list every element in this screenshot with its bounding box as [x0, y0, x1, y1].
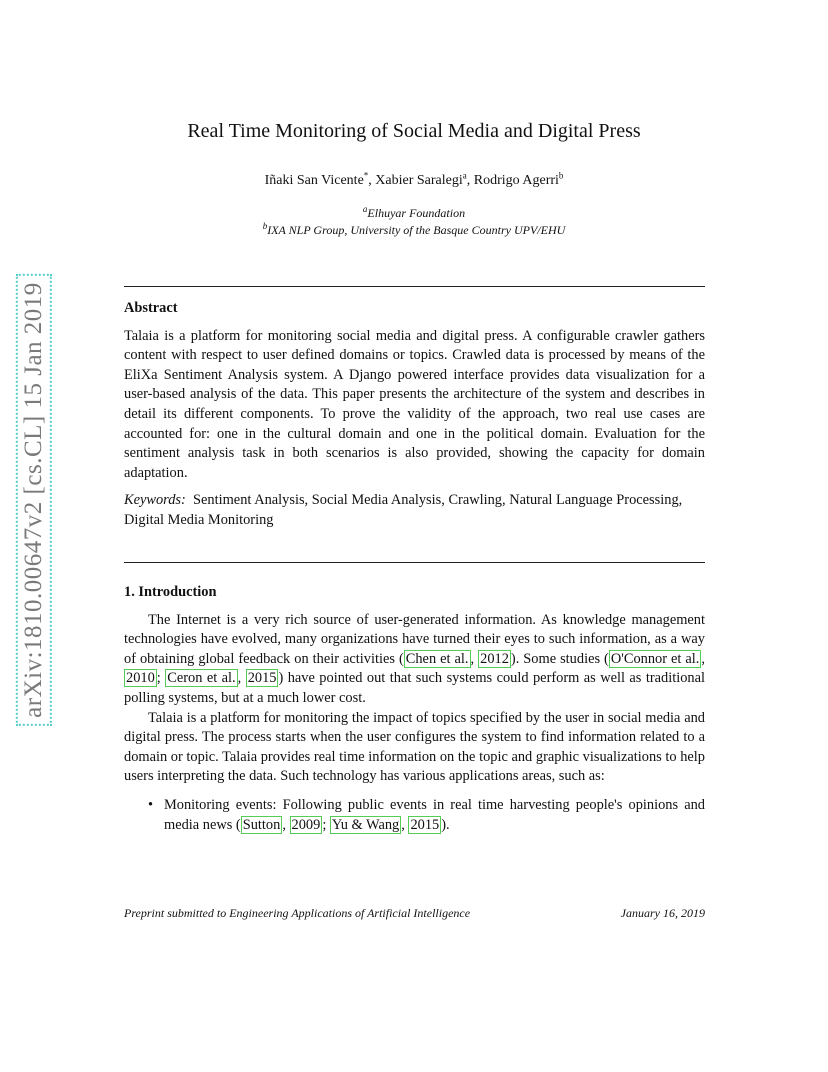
keywords-text: Sentiment Analysis, Social Media Analysis, Crawling, Natural Language Processing, Digital Media Monitoring [124, 492, 683, 528]
bottom-rule [124, 562, 705, 563]
abstract-text: Talaia is a platform for monitoring social media and digital press. A configurable crawler gathers content with respect to user defined domains or topics. Crawled data is processed by means of the EliXa Sentiment Analysis system. A Django powered interface provides data visualization for a user-based analysis of the data. This paper presents the architecture of the system and describes in detail its different components. To prove the validity of the approach, two real use cases are accounted for: one in the cultural domain and one in the political domain. Evaluation for the sentiment analysis task in both scenarios is also provided, showing the capacity for domain adaptation. [124, 327, 705, 481]
affiliation: $^a$Elhuyar Foundation [362, 204, 466, 220]
keywords-label: Keywords: [124, 492, 186, 509]
intro-paragraph-2: Talaia is a platform for monitoring the impact of topics specified by the user in social media and digital press. The process starts when the user configures the system to find information related to a domain or topic. Talaia provides real time information on the topic and graphic visualizations to help users interpreting the data. Such technology has various applications areas, such as: [124, 709, 705, 785]
arxiv-sidebar [14, 265, 54, 735]
abstract-section [124, 299, 705, 531]
citation-link[interactable]: Yu & Wang [331, 816, 400, 833]
keywords [124, 491, 705, 530]
arxiv-identifier[interactable]: arXiv:1810.00647v2 [cs.CL] 15 Jan 2019 [16, 274, 52, 726]
author-mark: a [462, 170, 467, 181]
author-name: Iñaki San Vicente [264, 173, 364, 188]
author-name: Rodrigo Agerri [473, 173, 559, 188]
author-mark: b [558, 170, 564, 181]
affiliation: $^b$IXA NLP Group, University of the Basque Country UPV/EHU [262, 221, 566, 237]
list-item: • Monitoring events: Following public events in real time harvesting people's opinions and media news ( Sutton , 2009 ; Yu & Wang , 2015 ). [148, 796, 705, 833]
bullet-icon: • [148, 796, 154, 813]
citation-link[interactable]: Ceron et al. [167, 670, 236, 687]
citation-link[interactable]: Chen et al. [405, 650, 469, 667]
citation-link[interactable]: 2012 [480, 650, 509, 667]
top-rule [124, 286, 705, 287]
footer-date: January 16, 2019 [620, 906, 705, 920]
paper-title: Real Time Monitoring of Social Media and Digital Press [187, 120, 641, 142]
citation-link[interactable]: 2010 [126, 670, 155, 687]
application-list [124, 796, 705, 835]
citation-link[interactable]: 2009 [291, 816, 321, 833]
citation-link[interactable]: Sutton [242, 816, 281, 833]
page-footer [124, 906, 705, 921]
citation-link[interactable]: 2015 [247, 670, 277, 687]
abstract-heading: Abstract [124, 300, 178, 316]
introduction-section [124, 583, 705, 835]
author-name: Xabier Saralegi [375, 173, 463, 188]
citation-link[interactable]: O'Connor et al. [610, 650, 700, 667]
intro-paragraph-1: The Internet is a very rich source of user-generated information. As knowledge management technologies have evolved, many organizations have turned their eyes to such information, as a way of obtaining global feedback on their activities ( Chen et al. , 2012 ). Some studies ( O'Connor et al. , 2010 ; Ceron et al. , 2015 ) have pointed out that such systems could perform as well as traditional polling systems, but at a much lower cost. [124, 611, 705, 706]
section-heading: 1. Introduction [124, 584, 217, 600]
author-list: Iñaki San Vicente*, Xabier Saralegi$^a$, Rodrigo Agerri$^b$ [264, 170, 564, 188]
citation-link[interactable]: 2015 [410, 816, 440, 833]
affiliations [0, 205, 828, 239]
author-mark: * [363, 170, 369, 181]
footer-preprint-note: Preprint submitted to Engineering Applications of Artificial Intelligence [124, 906, 471, 920]
